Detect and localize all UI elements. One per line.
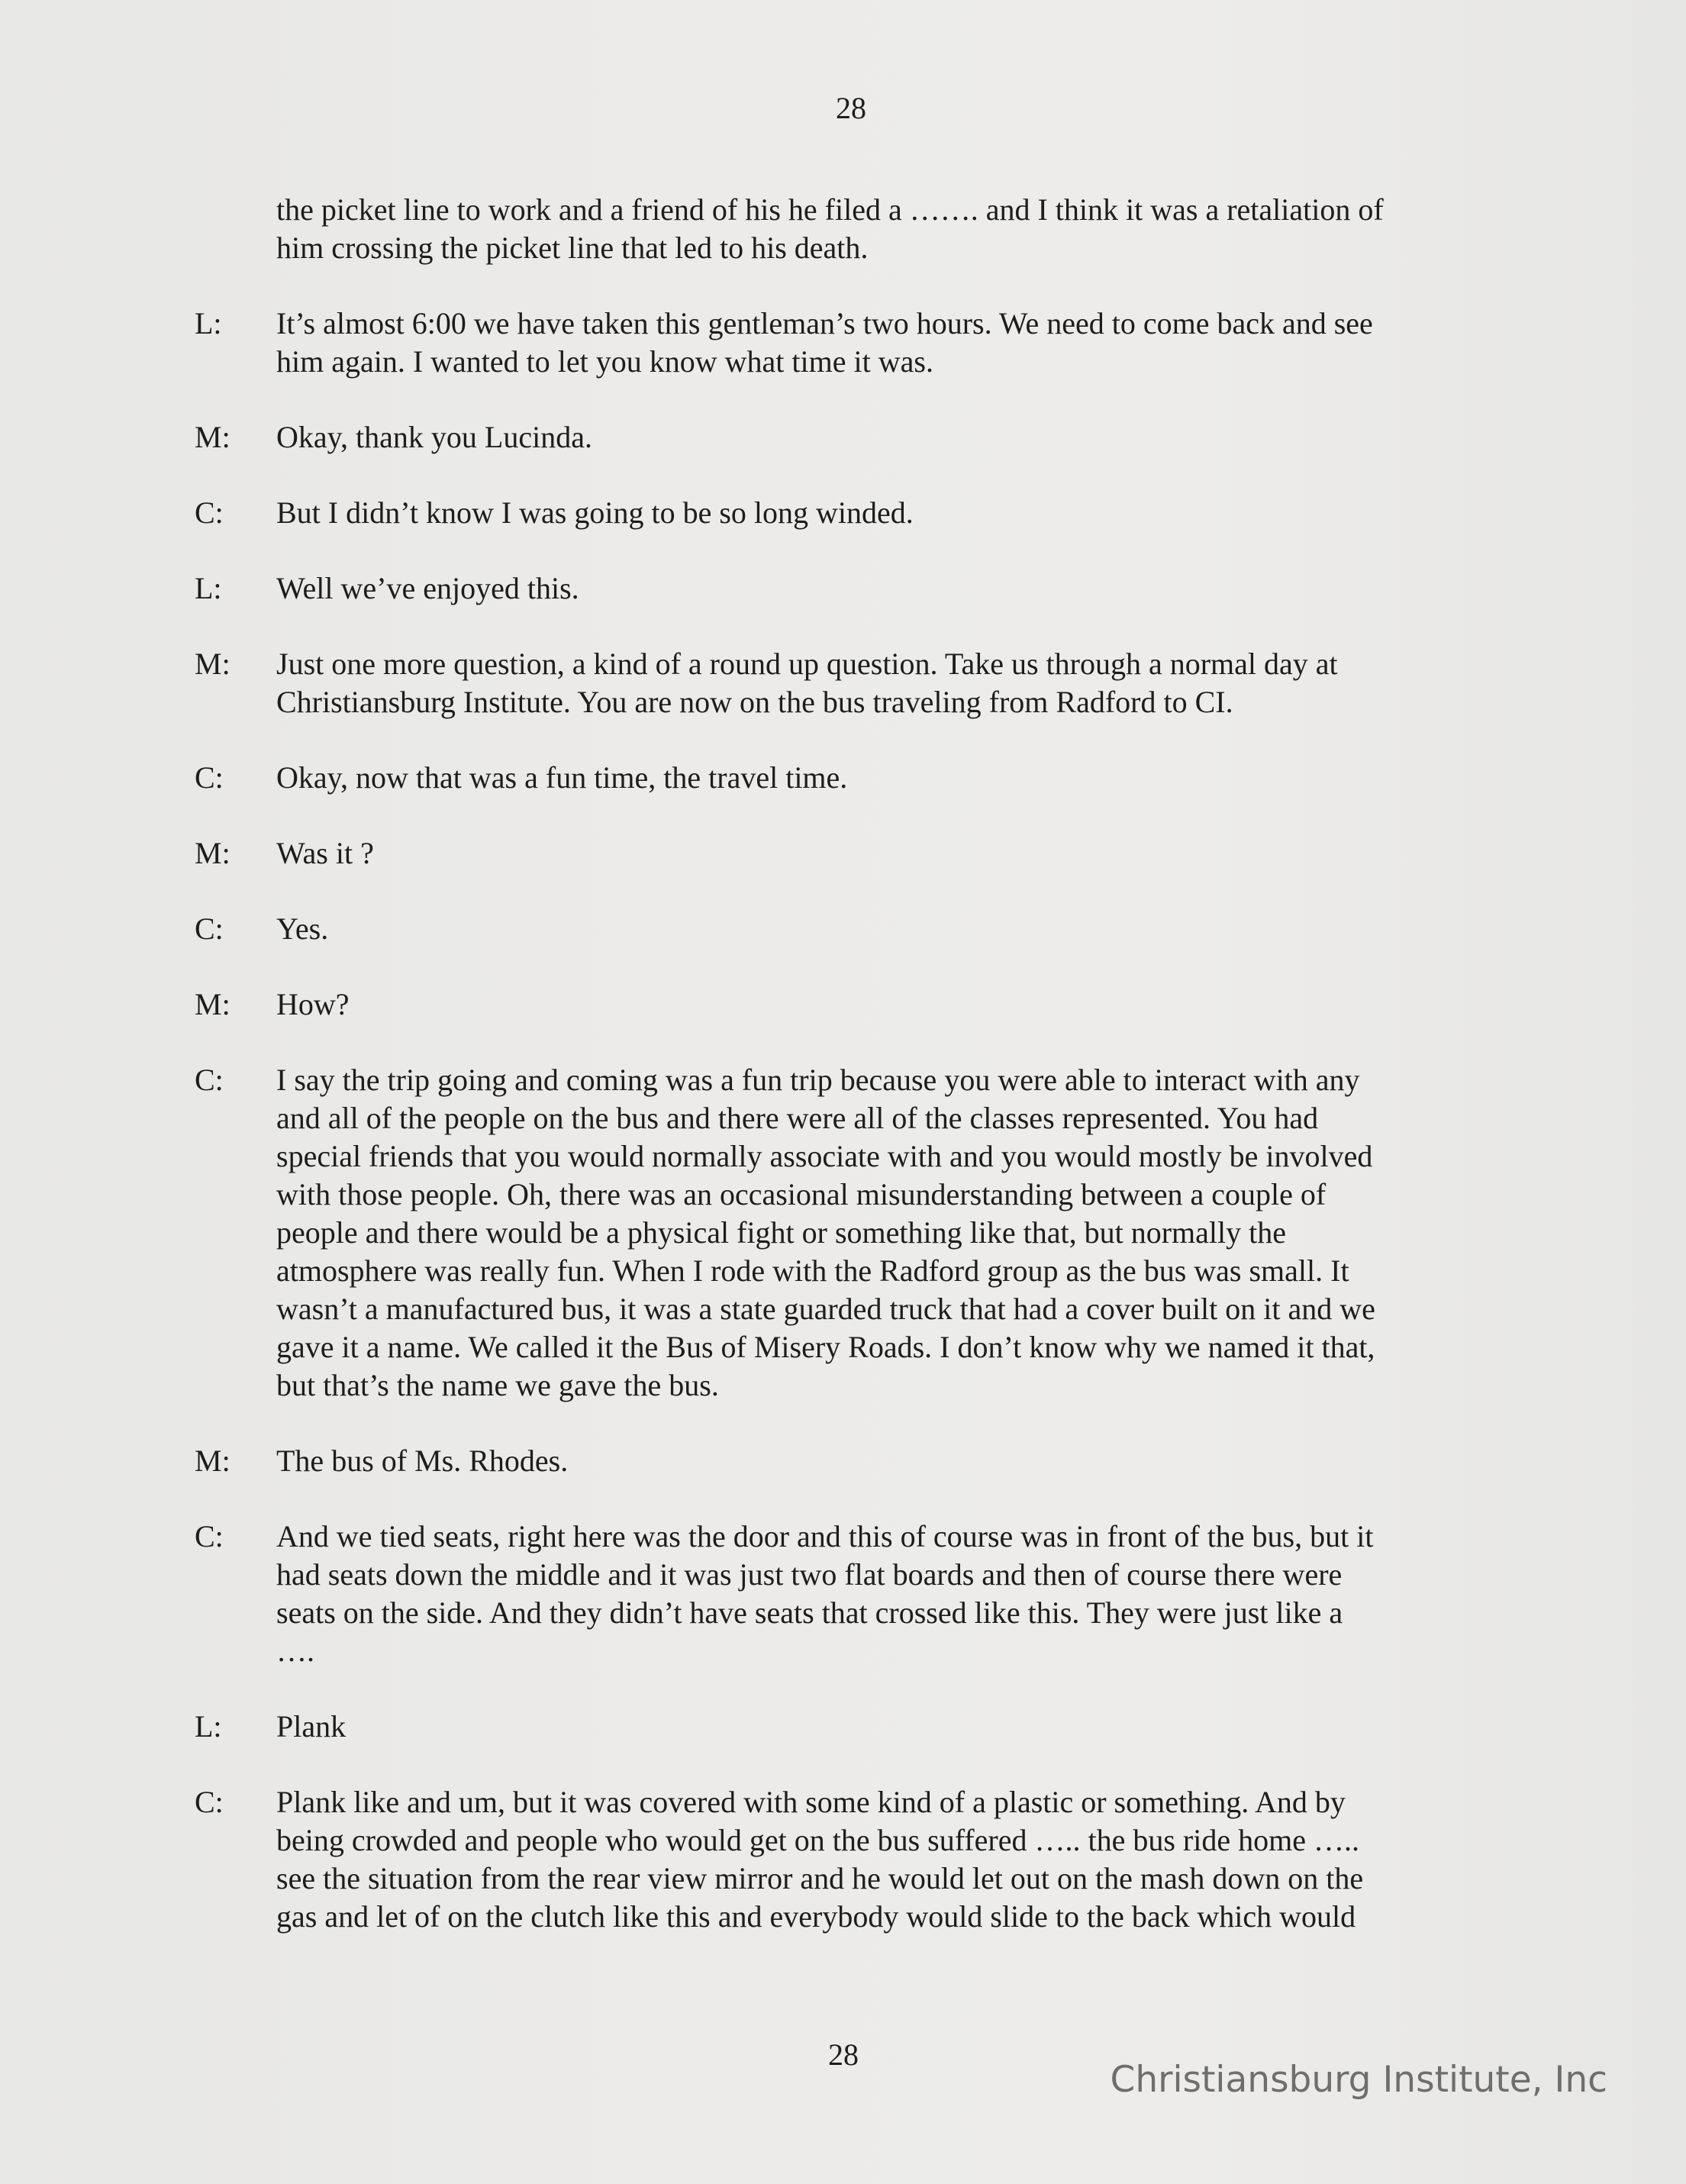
entry-text: Yes. [276,911,329,946]
entry-text: It’s almost 6:00 we have taken this gentleman’s two hours. We need to come back and see him again. I wanted to let you know what time it was. [276,306,1373,379]
transcript-entry [195,910,1507,948]
transcript-entry [195,569,1507,608]
speaker-label: L: [195,571,222,605]
speaker-label: M: [195,647,230,681]
page-number-top: 28 [836,91,866,125]
transcript-entry [195,1442,1507,1480]
transcript-entry [195,494,1507,532]
transcript-entry [195,1783,1507,1936]
entry-text: Just one more question, a kind of a round up question. Take us through a normal day at Christiansburg Institute. You are now on the bus traveling from Radford to CI. [276,647,1338,719]
entry-text: the picket line to work and a friend of his he filed a ……. and I think it was a retaliation of him crossing the picket line that led to his death. [276,192,1384,265]
page-number-bottom: 28 [828,2037,859,2072]
transcript-entry [195,834,1507,873]
transcript [195,191,1507,1973]
entry-text: I say the trip going and coming was a fun trip because you were able to interact with any and all of the people on the bus and there were all of the classes represented. You had special friends that you would normally associate with and you would mostly be involved with those people. Oh, there was an occasional misunderstanding between a couple of people and there would be a physical fight or something like that, but normally the atmosphere was really fun. When I rode with the Radford group as the bus was small. It wasn’t a manufactured bus, it was a state guarded truck that had a cover built on it and we gave it a name. We called it the Bus of Misery Roads. I don’t know why we named it that, but that’s the name we gave the bus. [276,1063,1375,1402]
entry-text: Plank [276,1709,347,1744]
transcript-entry [195,986,1507,1024]
entry-text: Plank like and um, but it was covered with some kind of a plastic or something. And by being crowded and people who would get on the bus suffered ….. the bus ride home ….. see the situation from the rear view mirror and he would let out on the mash down on the gas and let of on the clutch like this and everybody would slide to the back which would [276,1785,1364,1934]
speaker-label: L: [195,306,222,340]
entry-text: And we tied seats, right here was the door and this of course was in front of the bus, but it had seats down the middle and it was just two flat boards and then of course there were seats on the side. And they didn’t have seats that crossed like this. They were just like a …. [276,1519,1374,1668]
speaker-label: C: [195,1785,224,1819]
speaker-label: M: [195,1444,230,1478]
speaker-label: C: [195,1519,224,1553]
transcript-entry [195,1518,1507,1670]
transcript-entry [195,191,1507,267]
watermark: Christiansburg Institute, Inc [1110,2059,1607,2101]
transcript-entry [195,759,1507,797]
entry-text: But I didn’t know I was going to be so long winded. [276,495,914,530]
entry-text: Okay, thank you Lucinda. [276,420,592,454]
entry-text: Was it ? [276,836,374,870]
entry-text: How? [276,987,350,1021]
transcript-entry [195,305,1507,381]
entry-text: Okay, now that was a fun time, the travel time. [276,760,848,795]
transcript-entry [195,645,1507,721]
transcript-entry [195,1708,1507,1746]
speaker-label: C: [195,1063,224,1097]
speaker-label: C: [195,760,224,795]
speaker-label: M: [195,836,230,870]
entry-text: Well we’ve enjoyed this. [276,571,579,605]
speaker-label: C: [195,495,224,530]
speaker-label: C: [195,911,224,946]
transcript-entry [195,1061,1507,1405]
speaker-label: M: [195,420,230,454]
transcript-entry [195,418,1507,456]
speaker-label: L: [195,1709,222,1744]
entry-text: The bus of Ms. Rhodes. [276,1444,569,1478]
speaker-label: M: [195,987,230,1021]
